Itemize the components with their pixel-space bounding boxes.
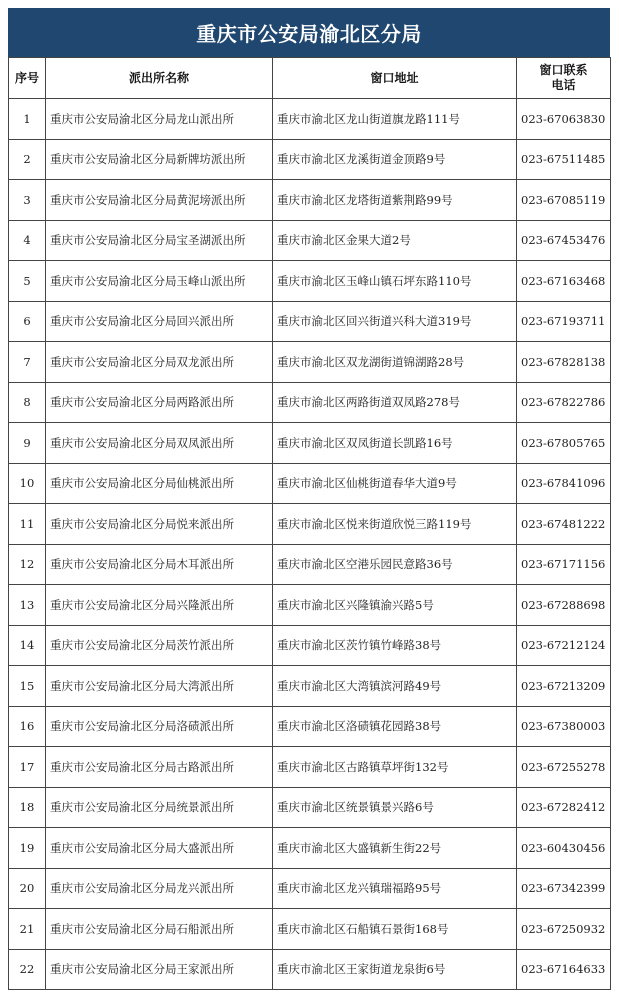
table-row (9, 342, 611, 383)
cell-station-name: 重庆市公安局渝北区分局龙兴派出所 (46, 868, 273, 909)
cell-index: 1 (9, 99, 46, 140)
table-row (9, 585, 611, 626)
cell-address: 重庆市渝北区金果大道2号 (273, 220, 517, 261)
cell-index: 13 (9, 585, 46, 626)
cell-address: 重庆市渝北区洛碛镇花园路38号 (273, 706, 517, 747)
cell-index: 7 (9, 342, 46, 383)
cell-index: 8 (9, 382, 46, 423)
cell-index: 2 (9, 139, 46, 180)
table-row (9, 301, 611, 342)
cell-station-name: 重庆市公安局渝北区分局回兴派出所 (46, 301, 273, 342)
cell-station-name: 重庆市公安局渝北区分局大湾派出所 (46, 666, 273, 707)
cell-address: 重庆市渝北区龙兴镇瑞福路95号 (273, 868, 517, 909)
cell-index: 19 (9, 828, 46, 869)
cell-address: 重庆市渝北区仙桃街道春华大道9号 (273, 463, 517, 504)
cell-phone: 023-67164633 (517, 949, 611, 990)
cell-address: 重庆市渝北区茨竹镇竹峰路38号 (273, 625, 517, 666)
cell-station-name: 重庆市公安局渝北区分局统景派出所 (46, 787, 273, 828)
cell-phone: 023-67255278 (517, 747, 611, 788)
cell-station-name: 重庆市公安局渝北区分局两路派出所 (46, 382, 273, 423)
cell-index: 6 (9, 301, 46, 342)
table-row (9, 706, 611, 747)
cell-phone: 023-67212124 (517, 625, 611, 666)
cell-address: 重庆市渝北区玉峰山镇石坪东路110号 (273, 261, 517, 302)
cell-station-name: 重庆市公安局渝北区分局茨竹派出所 (46, 625, 273, 666)
cell-address: 重庆市渝北区双龙湖街道锦湖路28号 (273, 342, 517, 383)
table-row (9, 909, 611, 950)
cell-phone: 023-67171156 (517, 544, 611, 585)
table-row (9, 504, 611, 545)
cell-station-name: 重庆市公安局渝北区分局仙桃派出所 (46, 463, 273, 504)
cell-phone: 023-67828138 (517, 342, 611, 383)
cell-address: 重庆市渝北区兴隆镇渝兴路5号 (273, 585, 517, 626)
cell-station-name: 重庆市公安局渝北区分局玉峰山派出所 (46, 261, 273, 302)
column-header-index: 序号 (9, 58, 46, 99)
police-station-directory (8, 8, 610, 990)
table-row (9, 382, 611, 423)
table-row (9, 828, 611, 869)
cell-address: 重庆市渝北区悦来街道欣悦三路119号 (273, 504, 517, 545)
cell-index: 3 (9, 180, 46, 221)
cell-address: 重庆市渝北区龙塔街道紫荆路99号 (273, 180, 517, 221)
cell-address: 重庆市渝北区龙山街道旗龙路111号 (273, 99, 517, 140)
cell-phone: 023-67282412 (517, 787, 611, 828)
table-row (9, 463, 611, 504)
cell-index: 16 (9, 706, 46, 747)
cell-station-name: 重庆市公安局渝北区分局悦来派出所 (46, 504, 273, 545)
table-body (9, 99, 611, 990)
cell-phone: 023-67453476 (517, 220, 611, 261)
cell-address: 重庆市渝北区龙溪街道金顶路9号 (273, 139, 517, 180)
cell-phone: 023-67841096 (517, 463, 611, 504)
cell-index: 15 (9, 666, 46, 707)
table-row (9, 220, 611, 261)
cell-index: 10 (9, 463, 46, 504)
cell-address: 重庆市渝北区空港乐园民意路36号 (273, 544, 517, 585)
column-header-phone-line1: 窗口联系 (539, 63, 588, 77)
table-row (9, 139, 611, 180)
cell-station-name: 重庆市公安局渝北区分局古路派出所 (46, 747, 273, 788)
cell-station-name: 重庆市公安局渝北区分局大盛派出所 (46, 828, 273, 869)
cell-address: 重庆市渝北区石船镇石景街168号 (273, 909, 517, 950)
table-row (9, 180, 611, 221)
table-row (9, 949, 611, 990)
table-row (9, 544, 611, 585)
cell-phone: 023-67805765 (517, 423, 611, 464)
cell-index: 5 (9, 261, 46, 302)
cell-address: 重庆市渝北区大盛镇新生街22号 (273, 828, 517, 869)
cell-phone: 023-60430456 (517, 828, 611, 869)
cell-station-name: 重庆市公安局渝北区分局黄泥塝派出所 (46, 180, 273, 221)
table-row (9, 261, 611, 302)
cell-index: 21 (9, 909, 46, 950)
cell-address: 重庆市渝北区大湾镇滨河路49号 (273, 666, 517, 707)
cell-phone: 023-67822786 (517, 382, 611, 423)
cell-phone: 023-67250932 (517, 909, 611, 950)
cell-phone: 023-67193711 (517, 301, 611, 342)
cell-phone: 023-67288698 (517, 585, 611, 626)
column-header-phone-line2: 电话 (551, 78, 576, 92)
cell-address: 重庆市渝北区两路街道双凤路278号 (273, 382, 517, 423)
cell-station-name: 重庆市公安局渝北区分局石船派出所 (46, 909, 273, 950)
cell-index: 11 (9, 504, 46, 545)
cell-station-name: 重庆市公安局渝北区分局宝圣湖派出所 (46, 220, 273, 261)
table-row (9, 625, 611, 666)
cell-phone: 023-67511485 (517, 139, 611, 180)
cell-station-name: 重庆市公安局渝北区分局木耳派出所 (46, 544, 273, 585)
cell-phone: 023-67163468 (517, 261, 611, 302)
table-header-row (9, 58, 611, 99)
cell-index: 9 (9, 423, 46, 464)
cell-address: 重庆市渝北区王家街道龙泉街6号 (273, 949, 517, 990)
cell-station-name: 重庆市公安局渝北区分局王家派出所 (46, 949, 273, 990)
cell-index: 4 (9, 220, 46, 261)
table-row (9, 666, 611, 707)
document-title: 重庆市公安局渝北区分局 (8, 8, 610, 57)
cell-station-name: 重庆市公安局渝北区分局双龙派出所 (46, 342, 273, 383)
cell-phone: 023-67213209 (517, 666, 611, 707)
cell-station-name: 重庆市公安局渝北区分局兴隆派出所 (46, 585, 273, 626)
cell-phone: 023-67481222 (517, 504, 611, 545)
cell-address: 重庆市渝北区统景镇景兴路6号 (273, 787, 517, 828)
cell-station-name: 重庆市公安局渝北区分局洛碛派出所 (46, 706, 273, 747)
table-row (9, 787, 611, 828)
cell-index: 18 (9, 787, 46, 828)
cell-index: 14 (9, 625, 46, 666)
cell-index: 17 (9, 747, 46, 788)
cell-phone: 023-67380003 (517, 706, 611, 747)
table-row (9, 868, 611, 909)
cell-index: 12 (9, 544, 46, 585)
table-row (9, 423, 611, 464)
column-header-phone (517, 58, 611, 99)
cell-station-name: 重庆市公安局渝北区分局新牌坊派出所 (46, 139, 273, 180)
cell-address: 重庆市渝北区古路镇草坪街132号 (273, 747, 517, 788)
column-header-address: 窗口地址 (273, 58, 517, 99)
cell-phone: 023-67342399 (517, 868, 611, 909)
station-table (8, 57, 611, 990)
cell-address: 重庆市渝北区双凤街道长凯路16号 (273, 423, 517, 464)
cell-station-name: 重庆市公安局渝北区分局双凤派出所 (46, 423, 273, 464)
table-row (9, 99, 611, 140)
cell-address: 重庆市渝北区回兴街道兴科大道319号 (273, 301, 517, 342)
cell-phone: 023-67063830 (517, 99, 611, 140)
cell-phone: 023-67085119 (517, 180, 611, 221)
cell-index: 22 (9, 949, 46, 990)
cell-station-name: 重庆市公安局渝北区分局龙山派出所 (46, 99, 273, 140)
cell-index: 20 (9, 868, 46, 909)
table-row (9, 747, 611, 788)
column-header-name: 派出所名称 (46, 58, 273, 99)
